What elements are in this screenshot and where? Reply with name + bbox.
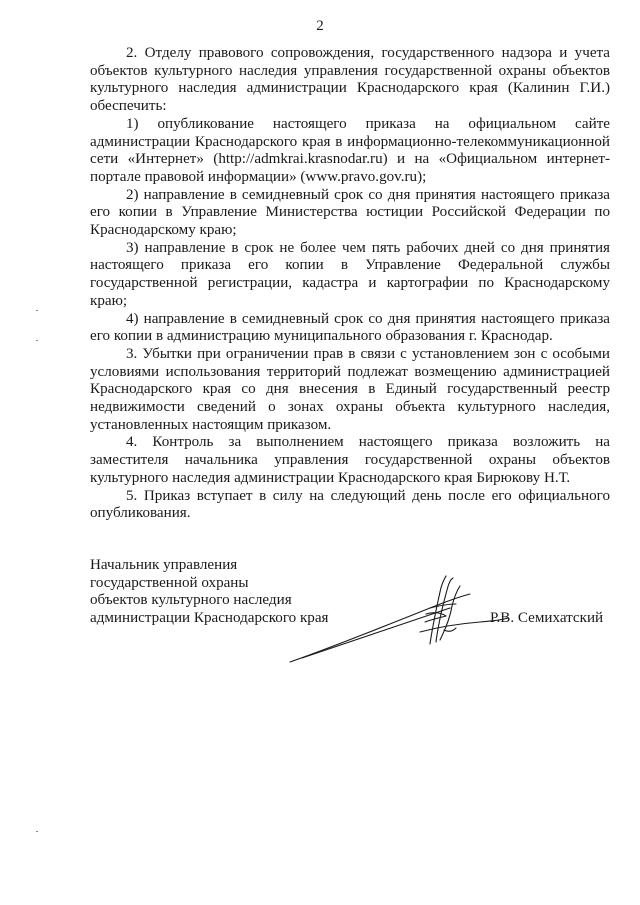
scan-mark bbox=[36, 310, 38, 311]
paragraph-subitem-4: 4) направление в семидневный срок со дня принятия настоящего приказа его копии в администрацию муниципального образования г. Краснодар. bbox=[90, 310, 610, 345]
scan-mark bbox=[36, 831, 38, 832]
paragraph-item-4: 4. Контроль за выполнением настоящего приказа возложить на заместителя начальника управления государственной охраны объектов культурного наследия администрации Краснодарского края Бирюкову Н.Т. bbox=[90, 434, 610, 486]
scan-mark bbox=[36, 340, 38, 341]
paragraph-subitem-3: 3) направление в срок не более чем пять рабочих дней со дня принятия настоящего приказа его копии в Управление Федеральной службы государственной регистрации, кадастра и картографии по Краснодарскому краю; bbox=[90, 239, 610, 309]
paragraph-subitem-1: 1) опубликование настоящего приказа на официальном сайте администрации Краснодарского края в информационно-телекоммуникационной сети «Интернет» (http://admkrai.krasnodar.ru) и на «Официальном интернет-портале правовой информации» (www.pravo.gov.ru); bbox=[90, 115, 610, 185]
paragraph-item-2: 2. Отделу правового сопровождения, государственного надзора и учета объектов культурного наследия управления государственной охраны объектов культурного наследия администрации Краснодарского края (Калинин Г.И.) обеспечить: bbox=[90, 45, 610, 115]
paragraph-item-5: 5. Приказ вступает в силу на следующий день после его официального опубликования. bbox=[90, 487, 610, 522]
signer-position-line: Начальник управления bbox=[90, 557, 238, 573]
page-number: 2 bbox=[316, 18, 324, 34]
signer-position-line: государственной охраны bbox=[90, 574, 249, 591]
signer-position-line: администрации Краснодарского края bbox=[90, 610, 329, 627]
handwritten-signature bbox=[280, 570, 510, 670]
paragraph-subitem-2: 2) направление в семидневный срок со дня принятия настоящего приказа его копии в Управление Министерства юстиции Российской Федерации по Краснодарскому краю; bbox=[90, 186, 610, 239]
paragraph-item-3: 3. Убытки при ограничении прав в связи с установлением зон с особыми условиями использования территорий подлежат возмещению администрацией Краснодарского края со дня внесения в Единый государственный реестр недвижимости сведений о зонах охраны объекта культурного наследия, установленных настоящим приказом. bbox=[90, 345, 610, 433]
document-body bbox=[90, 45, 610, 523]
signer-position-line: объектов культурного наследия bbox=[90, 592, 292, 609]
signer-name: Р.В. Семихатский bbox=[490, 610, 604, 626]
